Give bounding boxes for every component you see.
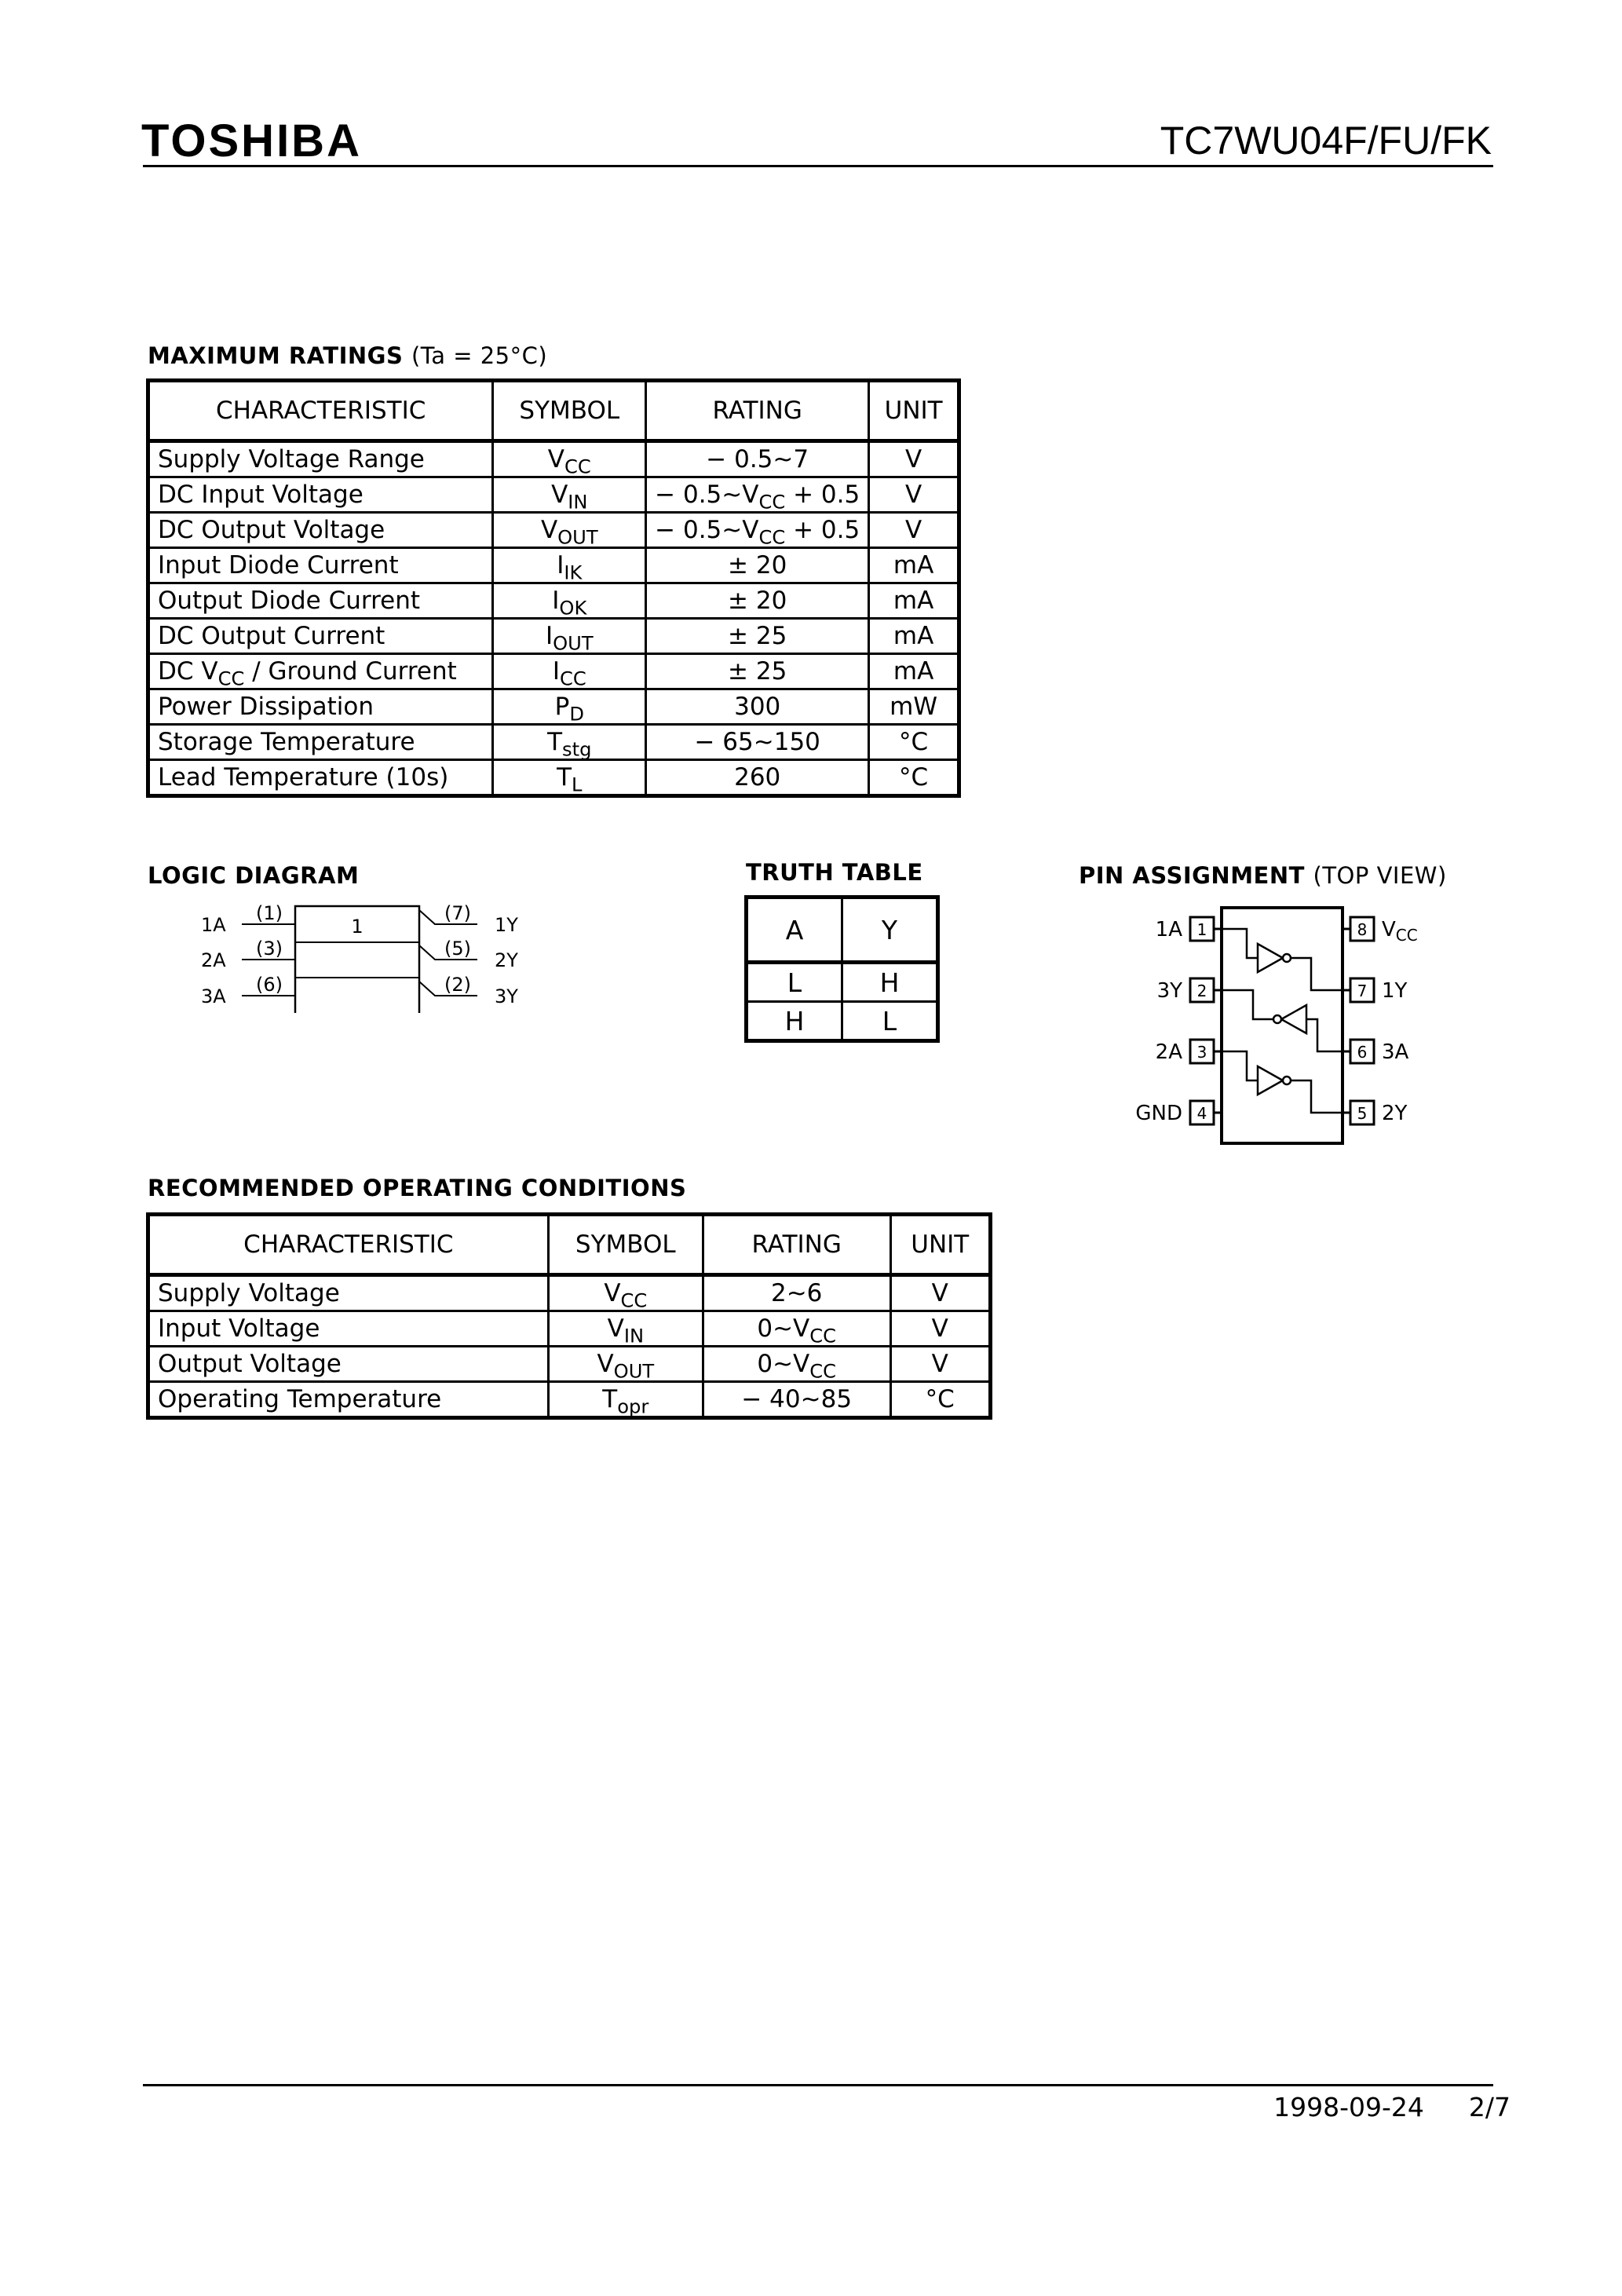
subscript: CC [217,667,245,690]
subscript: OK [559,597,587,620]
input-label: 3A [201,985,226,1007]
subscript: CC [559,667,586,690]
characteristic-cell: Storage Temperature [148,725,493,760]
subscript: CC [809,1325,837,1347]
inverter-gate-2 [1281,1005,1306,1033]
unit-cell: mA [869,583,959,619]
text-part: V [597,1350,614,1378]
pin-assignment-heading [1079,862,1447,889]
wire [1222,1051,1258,1080]
output-label: 2Y [495,949,518,971]
footer-rule [143,2084,1493,2086]
table-row [148,1311,991,1347]
subscript: IN [568,491,588,514]
recommended-conditions-heading: RECOMMENDED OPERATING CONDITIONS [148,1175,687,1201]
characteristic-cell: Input Diode Current [148,548,493,583]
table-row [148,654,959,689]
rating-cell: ± 20 [646,583,869,619]
pin-number: 2 [1196,982,1207,1000]
pin-number: 7 [1357,982,1368,1000]
column-header: SYMBOL [493,381,646,441]
symbol-cell [548,1347,703,1382]
text-part: V [547,445,565,473]
text-part: V [607,1314,624,1343]
text-part: − 0.5~V [655,481,759,509]
text-part: V [540,516,558,544]
table-cell: H [842,963,938,1002]
characteristic-cell: Operating Temperature [148,1382,549,1418]
symbol-cell [493,548,646,583]
text-part: I [557,551,564,579]
gate-symbol-label: 1 [351,916,363,938]
unit-cell: mA [869,548,959,583]
rating-cell [703,1347,890,1382]
column-header: Y [842,898,938,963]
symbol-cell [493,725,646,760]
footer-info [1273,2092,1511,2122]
rating-cell: 300 [646,689,869,725]
subscript: L [572,773,583,796]
unit-cell: V [869,441,959,477]
characteristic-cell: Supply Voltage [148,1275,549,1311]
symbol-cell [493,654,646,689]
unit-cell: V [890,1311,990,1347]
wire [1291,1080,1343,1113]
section-condition: (Ta = 25°C) [411,342,548,369]
pin-label: 2A [1155,1040,1182,1064]
subscript: IK [564,561,583,584]
table-row [148,619,959,654]
input-label: 2A [201,949,226,971]
text-part: I [545,622,553,650]
text-part: + 0.5 [785,481,860,509]
table-row [148,441,959,477]
table-row [747,963,938,1002]
input-pin-number: (6) [256,974,283,996]
pin-number: 8 [1357,920,1368,939]
output-pin-number: (7) [444,902,471,924]
text-part: V [551,481,568,509]
pin-number: 5 [1357,1104,1368,1123]
table-row [148,548,959,583]
revision-date: 1998-09-24 [1273,2092,1424,2122]
subscript: OUT [553,632,594,655]
unit-cell: V [869,513,959,548]
table-row [148,689,959,725]
pin-label: 2Y [1382,1102,1408,1125]
input-pin-number: (1) [256,902,283,924]
column-header: UNIT [890,1215,990,1275]
symbol-cell [493,513,646,548]
subscript: D [569,703,584,726]
subscript: OUT [557,526,598,549]
pin-number: 3 [1196,1043,1207,1062]
symbol-cell [493,689,646,725]
section-condition: (TOP VIEW) [1313,862,1447,889]
table-header-row [747,898,938,963]
characteristic-cell: DC Output Voltage [148,513,493,548]
maximum-ratings-heading [148,342,547,369]
characteristic-cell: Power Dissipation [148,689,493,725]
rating-cell [646,477,869,513]
text-part: T [602,1385,618,1413]
table-row [148,477,959,513]
inverter-bubble [1283,1077,1291,1084]
logic-diagram [188,895,550,1013]
column-header: RATING [703,1215,890,1275]
inverter-bubble [1283,954,1291,962]
output-pin-number: (2) [444,974,471,996]
table-header-row [148,1215,991,1275]
pin-label [1382,918,1418,945]
unit-cell: mA [869,654,959,689]
page-number: 2/7 [1468,2092,1511,2122]
maximum-ratings-table [146,378,961,798]
table-row [148,1382,991,1418]
truth-table [744,895,940,1043]
characteristic-cell: Output Voltage [148,1347,549,1382]
text-part: DC V [158,657,218,686]
pin-label: 1A [1155,918,1182,941]
output-label: 1Y [495,914,518,936]
text-part: / Ground Current [244,657,457,686]
table-header-row [148,381,959,441]
pin-label: 1Y [1382,979,1408,1003]
text-part: P [554,693,570,721]
text-part: V [604,1279,621,1307]
column-header: SYMBOL [548,1215,703,1275]
inverter-gate-1 [1258,944,1283,972]
unit-cell: mA [869,619,959,654]
symbol-cell [493,760,646,796]
symbol-cell [548,1382,703,1418]
rating-cell: − 65~150 [646,725,869,760]
table-cell: L [747,963,842,1002]
subscript: CC [809,1360,837,1383]
text-part: I [552,657,560,686]
subscript: CC [758,491,786,514]
section-title: MAXIMUM RATINGS [148,342,404,369]
table-row [148,760,959,796]
characteristic-cell [148,654,493,689]
rating-cell: 2~6 [703,1275,890,1311]
symbol-cell [493,619,646,654]
subscript: IN [623,1325,645,1347]
symbol-cell [493,477,646,513]
subscript: opr [617,1395,649,1418]
ic-package-body [1222,908,1343,1143]
pin-assignment-diagram [1123,903,1452,1154]
rating-cell: 260 [646,760,869,796]
column-header: RATING [646,381,869,441]
column-header: CHARACTERISTIC [148,381,493,441]
column-header: CHARACTERISTIC [148,1215,549,1275]
symbol-cell [548,1275,703,1311]
recommended-conditions-table [146,1212,992,1420]
table-row [148,1347,991,1382]
pin-label-main: V [1382,918,1396,941]
wire [1306,1019,1343,1051]
unit-cell: °C [869,725,959,760]
characteristic-cell: DC Input Voltage [148,477,493,513]
output-label: 3Y [495,985,518,1007]
toshiba-logo: TOSHIBA [141,115,362,166]
text-part: I [552,587,560,615]
unit-cell: V [869,477,959,513]
rating-cell: ± 25 [646,619,869,654]
symbol-cell [493,441,646,477]
part-number: TC7WU04F/FU/FK [1160,119,1492,163]
table-row [747,1002,938,1041]
characteristic-cell: Supply Voltage Range [148,441,493,477]
text-part: T [557,763,572,792]
rating-cell: ± 25 [646,654,869,689]
input-pin-number: (3) [256,938,283,960]
truth-table-heading: TRUTH TABLE [746,859,923,886]
output-pin-number: (5) [444,938,471,960]
text-part: + 0.5 [785,516,860,544]
text-part: 0~V [757,1350,810,1378]
pin-label-sub: CC [1395,926,1418,945]
inverter-bubble [1273,1015,1281,1023]
inverter-gate-3 [1258,1066,1283,1095]
characteristic-cell: Output Diode Current [148,583,493,619]
rating-cell [646,513,869,548]
header-rule [143,165,1493,167]
subscript: stg [562,738,592,761]
characteristic-cell: Lead Temperature (10s) [148,760,493,796]
table-row [148,1275,991,1311]
unit-cell: V [890,1275,990,1311]
rating-cell: − 40~85 [703,1382,890,1418]
pin-number: 4 [1196,1104,1207,1123]
column-header: A [747,898,842,963]
rating-cell: ± 20 [646,548,869,583]
text-part: 0~V [757,1314,810,1343]
subscript: CC [620,1289,648,1312]
symbol-cell [493,583,646,619]
characteristic-cell: DC Output Current [148,619,493,654]
table-cell: L [842,1002,938,1041]
rating-cell: − 0.5~7 [646,441,869,477]
pin-label: 3A [1382,1040,1409,1064]
symbol-cell [548,1311,703,1347]
pin-label: 3Y [1156,979,1182,1003]
text-part: T [547,728,563,756]
wire [1222,929,1258,958]
wire [1291,958,1343,990]
pin-label: GND [1135,1102,1182,1125]
input-label: 1A [201,914,226,936]
pin-number: 1 [1196,920,1207,939]
logic-diagram-heading: LOGIC DIAGRAM [148,862,360,889]
subscript: OUT [613,1360,655,1383]
pin-number: 6 [1357,1043,1368,1062]
table-row [148,513,959,548]
wire [1222,990,1273,1019]
text-part: − 0.5~V [655,516,759,544]
subscript: CC [758,526,786,549]
rating-cell [703,1311,890,1347]
characteristic-cell: Input Voltage [148,1311,549,1347]
unit-cell: V [890,1347,990,1382]
unit-cell: °C [869,760,959,796]
table-row [148,725,959,760]
column-header: UNIT [869,381,959,441]
table-row [148,583,959,619]
section-title: PIN ASSIGNMENT [1079,862,1305,889]
unit-cell: mW [869,689,959,725]
table-cell: H [747,1002,842,1041]
unit-cell: °C [890,1382,990,1418]
subscript: CC [564,455,591,478]
